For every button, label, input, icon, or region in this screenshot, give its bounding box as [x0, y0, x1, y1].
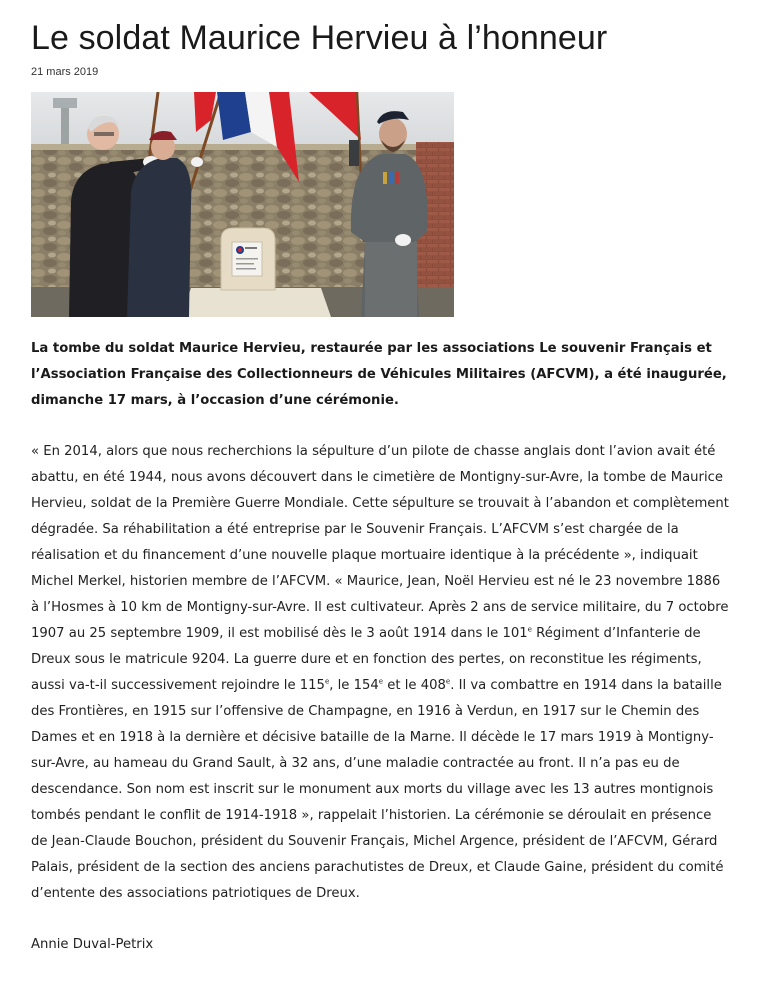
article-date: 21 mars 2019: [31, 66, 99, 78]
body-text-part: . Il va combattre en 1914 dans la bataille des Frontières, en 1915 sur l’offensive de Champagne, en 1916 à Verdun, en 1917 sur le Chemin des Dames et en 1918 à la dernière et décisive bataille de la Marne. Il décède le 17 mars 1919 à Montigny-sur-Avre, au hameau du Grand Sault, à 32 ans, d’une maladie contractée au front. Il n’a pas eu de descendance. Son nom est inscrit sur le monument aux morts du village avec les 13 autres montignois tombés pendant le conflit de 1914-1918 », rappelait l’historien. La cérémonie se déroulait en présence de Jean-Claude Bouchon, président du Souvenir Français, Michel Argence, président de l’AFCVM, Gérard Palais, président de la section des anciens parachutistes de Dreux, et Claude Gaine, président du comité d’entente des associations patriotiques de Dreux.: [31, 678, 724, 901]
ordinal-superscript: e: [527, 625, 532, 634]
article-author: Annie Duval-Petrix: [31, 937, 154, 952]
body-text-part: , le 154: [329, 678, 379, 693]
ordinal-superscript: e: [324, 677, 330, 686]
body-text-part: Régiment d’Infanterie de Dreux sous le matricule 9204. La guerre dure et en fonction des pertes, on reconstitue les régiments, aussi va-t-il successivement rejoindre le 115: [31, 626, 702, 693]
body-text-part: et le 408: [383, 678, 446, 693]
article-title: Le soldat Maurice Hervieu à l’honneur: [31, 19, 608, 57]
ordinal-superscript: e: [445, 677, 451, 686]
article-body: [31, 439, 731, 907]
article-lead: La tombe du soldat Maurice Hervieu, restaurée par les associations Le souvenir Français et l’Association Française des Collectionneurs de Véhicules Militaires (AFCVM), a été inaugurée, dimanche 17 mars, à l’occasion d’une cérémonie.: [31, 341, 727, 408]
ordinal-superscript: e: [378, 677, 384, 686]
article-photo: [31, 92, 454, 317]
body-text-part: « En 2014, alors que nous recherchions la sépulture d’un pilote de chasse anglais dont l’avion avait été abattu, en été 1944, nous avons découvert dans le cimetière de Montigny-sur-Avre, la tombe de Maurice Hervieu, soldat de la Première Guerre Mondiale. Cette sépulture se trouvait à l’abandon et complètement dégradée. Sa réhabilitation a été entreprise par le Souvenir Français. L’AFCVM s’est chargée de la réalisation et du financement d’une nouvelle plaque mortuaire identique à la précédente », indiquait Michel Merkel, historien membre de l’AFCVM. « Maurice, Jean, Noël Hervieu est né le 23 novembre 1886 à l’Hosmes à 10 km de Montigny-sur-Avre. Il est cultivateur. Après 2 ans de service militaire, du 7 octobre 1907 au 25 septembre 1909, il est mobilisé dès le 3 août 1914 dans le 101: [31, 444, 729, 641]
ceremony-photo-illustration: [31, 92, 454, 317]
